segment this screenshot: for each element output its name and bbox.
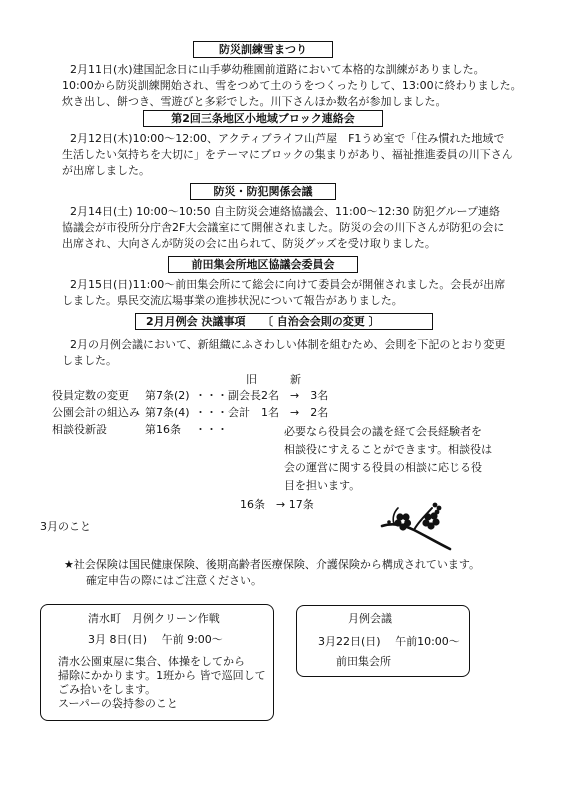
cleanup-title: 清水町 月例クリーン作戦 xyxy=(88,612,220,625)
article-shift: 16条 → 17条 xyxy=(240,498,314,511)
text-line: 2月14日(土) 10:00～10:50 自主防災会連絡協議会、11:00～12:30 防犯グループ連絡 xyxy=(70,205,500,218)
text-line: しました。県民交流広場事業の進捗状況について報告がありました。 xyxy=(62,294,403,307)
meeting-place: 前田集会所 xyxy=(336,655,391,668)
meeting-title: 月例会議 xyxy=(348,612,392,625)
cleanup-detail-line: スーパーの袋持参のこと xyxy=(58,697,178,710)
rule-row-article: 第7条(2) xyxy=(145,389,190,402)
rule-row-detail: ・・・副会長2名 → 3名 xyxy=(195,389,329,402)
column-header-old: 旧 xyxy=(246,373,257,386)
advisor-note-line: 会の運営に関する役員の相談に応じる役 xyxy=(284,461,482,474)
text-line: が出席しました。 xyxy=(62,164,150,177)
rule-row-article: 第7条(4) xyxy=(145,406,190,419)
text-line: 2月15日(日)11:00～前田集会所にて総会に向けて委員会が開催されました。会長が出席 xyxy=(70,278,506,291)
text-line: しました。 xyxy=(62,354,117,367)
meeting-date: 3月22日(日) 午前10:00～ xyxy=(318,635,460,648)
cleanup-date: 3月 8日(日) 午前 9:00～ xyxy=(88,633,223,646)
text-line: 協議会が市役所分庁舎2F大会議室にて開催されました。防災の会の川下さんが防犯の会に xyxy=(62,221,505,234)
notice-line: 確定申告の際にはご注意ください。 xyxy=(86,574,262,587)
cleanup-detail-line: ごみ拾いをします。 xyxy=(58,683,157,696)
section-title-block-meeting: 第2回三条地区小地域ブロック連絡会 xyxy=(143,110,383,127)
advisor-note-line: 相談役にすえることができます。相談役は xyxy=(284,443,493,456)
rule-row-label: 相談役新設 xyxy=(52,423,107,436)
rule-row-detail: ・・・会計 1名 → 2名 xyxy=(195,406,329,419)
rule-row-article: 第16条 xyxy=(145,423,181,436)
plum-blossom-icon xyxy=(380,498,455,556)
section-title-resolution: 2月月例会 決議事項 〔 自治会会則の変更 〕 xyxy=(135,313,433,330)
cleanup-detail-line: 清水公園東屋に集合、体操をしてから xyxy=(58,655,245,668)
notice-line: ★社会保険は国民健康保険、後期高齢者医療保険、介護保険から構成されています。 xyxy=(64,558,480,571)
text-line: 2月11日(水)建国記念日に山手夢幼稚園前道路において本格的な訓練がありました。 xyxy=(70,63,485,76)
section-title-disaster-festival: 防災訓練雪まつり xyxy=(193,41,333,58)
rule-row-label: 役員定数の変更 xyxy=(52,389,129,402)
advisor-note-line: 目を担います。 xyxy=(284,479,361,492)
text-line: 出席され、大向さんが防災の会に出られて、防災グッズを受け取りました。 xyxy=(62,237,436,250)
text-line: 生活したい気持ちを大切に」をテーマにブロックの集まりがあり、福祉推進委員の川下さん xyxy=(62,148,513,161)
cleanup-detail-line: 掃除にかかります。1班から 皆で巡回して xyxy=(58,669,266,682)
rule-row-detail: ・・・ xyxy=(195,423,228,436)
section-title-district-council: 前田集会所地区協議会委員会 xyxy=(168,256,358,273)
advisor-note-line: 必要なら役員会の議を経て会長経験者を xyxy=(284,425,482,438)
text-line: 炊き出し、餅つき、雪遊びと多彩でした。川下さんほか数名が参加しました。 xyxy=(62,95,447,108)
text-line: 2月12日(木)10:00～12:00、アクティブライフ山芦屋 F1うめ室で「住み慣れた地域で xyxy=(70,132,505,145)
rule-row-label: 公園会計の組込み xyxy=(52,406,140,419)
column-header-new: 新 xyxy=(290,373,301,386)
text-line: 10:00から防災訓練開始され、雪をつめて土のうをつくったりして、13:00に終わりました。 xyxy=(62,79,522,92)
section-title-security-meeting: 防災・防犯関係会議 xyxy=(190,183,336,200)
text-line: 2月の月例会議において、新組織にふさわしい体制を組むため、会則を下記のとおり変更 xyxy=(70,338,506,351)
march-heading: 3月のこと xyxy=(40,520,91,533)
